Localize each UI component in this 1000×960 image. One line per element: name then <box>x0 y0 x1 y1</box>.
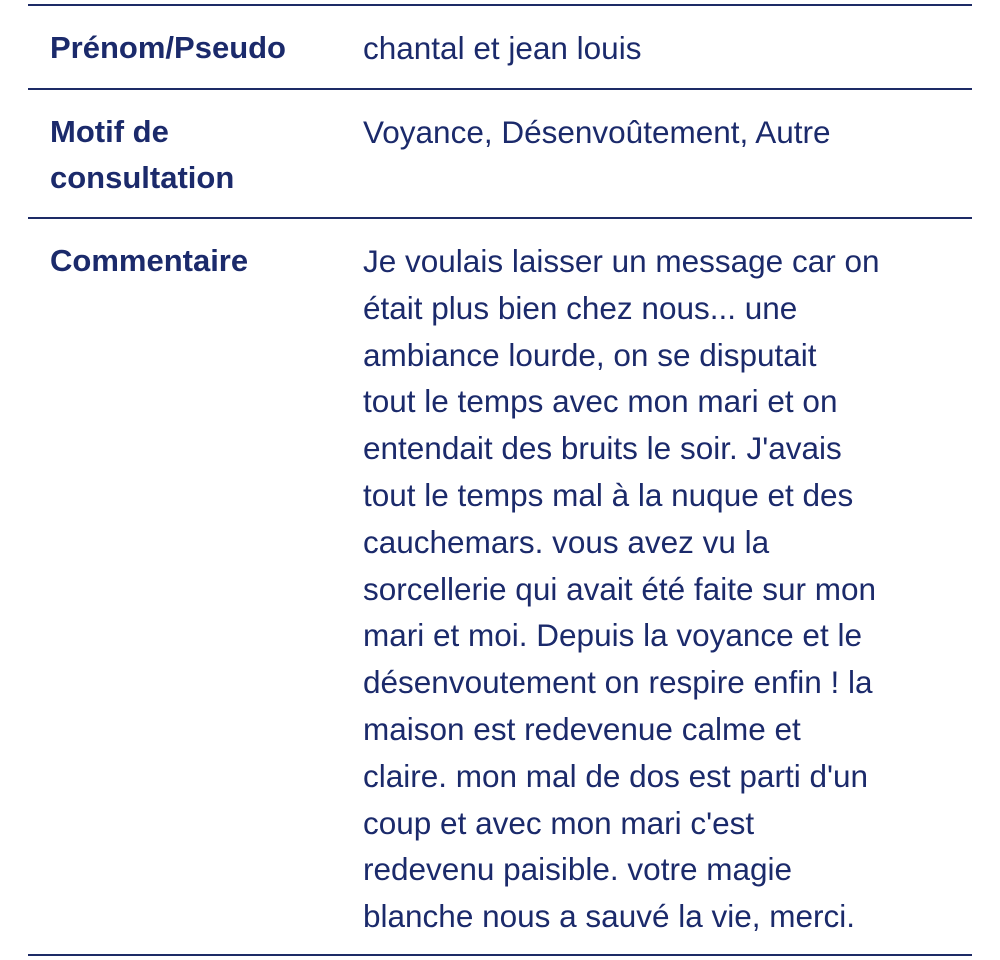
reason-value: Voyance, Désenvoûtement, Autre <box>363 114 831 150</box>
testimonial-table <box>28 4 972 956</box>
comment-value: Je voulais laisser un message car on était plus bien chez nous... une ambiance lourde, on se disputait tout le temps avec mon mari et on entendait des bruits le soir. J'avais tout le temps mal à la nuque et des cauchemars. vous avez vu la sorcellerie qui avait été faite sur mon mari et moi. Depuis la voyance et le désenvoutement on respire enfin ! la maison est redevenue calme et claire. mon mal de dos est parti d'un coup et avec mon mari c'est redevenu paisible. votre magie blanche nous a sauvé la vie, merci. <box>363 243 880 935</box>
comment-label: Commentaire <box>50 243 249 278</box>
table-row-reason <box>28 90 972 217</box>
name-label: Prénom/Pseudo <box>50 30 286 65</box>
table-row-name <box>28 6 972 88</box>
table-divider-bottom <box>28 954 972 956</box>
name-value: chantal et jean louis <box>363 30 642 66</box>
reason-label: Motif de consultation <box>50 114 235 195</box>
table-row-comment <box>28 219 972 954</box>
